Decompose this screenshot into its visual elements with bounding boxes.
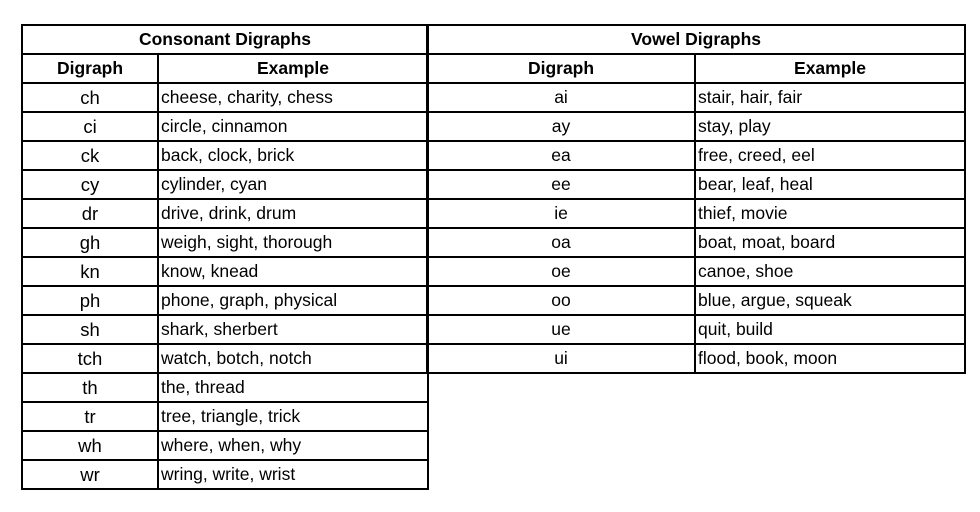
table-row (22, 141, 428, 170)
example-cell: quit, build (695, 315, 965, 344)
table-row (22, 112, 428, 141)
example-cell: wring, write, wrist (158, 460, 428, 489)
example-cell: stay, play (695, 112, 965, 141)
example-cell: thief, movie (695, 199, 965, 228)
digraph-cell: wr (22, 460, 158, 489)
consonant-table-title: Consonant Digraphs (22, 25, 428, 54)
digraph-cell: ue (427, 315, 695, 344)
table-row (22, 199, 428, 228)
digraph-cell: wh (22, 431, 158, 460)
table-row (427, 257, 965, 286)
table-row (427, 112, 965, 141)
digraph-cell: oo (427, 286, 695, 315)
table-row (22, 286, 428, 315)
table-row (22, 460, 428, 489)
example-cell: stair, hair, fair (695, 83, 965, 112)
table-row (22, 315, 428, 344)
digraph-cell: ck (22, 141, 158, 170)
table-row (427, 286, 965, 315)
table-row (427, 315, 965, 344)
vowel-digraphs-table (426, 24, 966, 374)
digraph-cell: gh (22, 228, 158, 257)
table-row (427, 344, 965, 373)
table-row (427, 83, 965, 112)
digraph-cell: cy (22, 170, 158, 199)
digraph-cell: ui (427, 344, 695, 373)
example-cell: free, creed, eel (695, 141, 965, 170)
digraph-cell: ph (22, 286, 158, 315)
digraph-cell: ay (427, 112, 695, 141)
example-cell: phone, graph, physical (158, 286, 428, 315)
digraph-cell: tch (22, 344, 158, 373)
example-cell: weigh, sight, thorough (158, 228, 428, 257)
digraph-cell: kn (22, 257, 158, 286)
table-row (427, 228, 965, 257)
table-row (22, 431, 428, 460)
vowel-digraph-header: Digraph (427, 54, 695, 83)
digraph-cell: ea (427, 141, 695, 170)
example-cell: circle, cinnamon (158, 112, 428, 141)
table-row (22, 402, 428, 431)
example-cell: cylinder, cyan (158, 170, 428, 199)
example-cell: boat, moat, board (695, 228, 965, 257)
example-cell: shark, sherbert (158, 315, 428, 344)
table-row (427, 170, 965, 199)
digraph-cell: oa (427, 228, 695, 257)
example-cell: drive, drink, drum (158, 199, 428, 228)
table-row (427, 141, 965, 170)
consonant-example-header: Example (158, 54, 428, 83)
digraph-cell: th (22, 373, 158, 402)
digraph-cell: dr (22, 199, 158, 228)
digraph-cell: ie (427, 199, 695, 228)
example-cell: flood, book, moon (695, 344, 965, 373)
example-cell: bear, leaf, heal (695, 170, 965, 199)
example-cell: tree, triangle, trick (158, 402, 428, 431)
example-cell: know, knead (158, 257, 428, 286)
table-row (22, 344, 428, 373)
table-row (22, 373, 428, 402)
digraph-cell: tr (22, 402, 158, 431)
digraph-cell: ch (22, 83, 158, 112)
table-row (427, 199, 965, 228)
digraph-cell: ai (427, 83, 695, 112)
digraph-cell: sh (22, 315, 158, 344)
example-cell: cheese, charity, chess (158, 83, 428, 112)
example-cell: where, when, why (158, 431, 428, 460)
example-cell: back, clock, brick (158, 141, 428, 170)
table-row (22, 83, 428, 112)
consonant-digraphs-table (21, 24, 429, 490)
vowel-table-title: Vowel Digraphs (427, 25, 965, 54)
vowel-example-header: Example (695, 54, 965, 83)
table-row (22, 257, 428, 286)
digraph-cell: oe (427, 257, 695, 286)
example-cell: blue, argue, squeak (695, 286, 965, 315)
example-cell: the, thread (158, 373, 428, 402)
table-row (22, 170, 428, 199)
example-cell: watch, botch, notch (158, 344, 428, 373)
digraph-cell: ci (22, 112, 158, 141)
consonant-digraph-header: Digraph (22, 54, 158, 83)
table-row (22, 228, 428, 257)
digraph-cell: ee (427, 170, 695, 199)
example-cell: canoe, shoe (695, 257, 965, 286)
